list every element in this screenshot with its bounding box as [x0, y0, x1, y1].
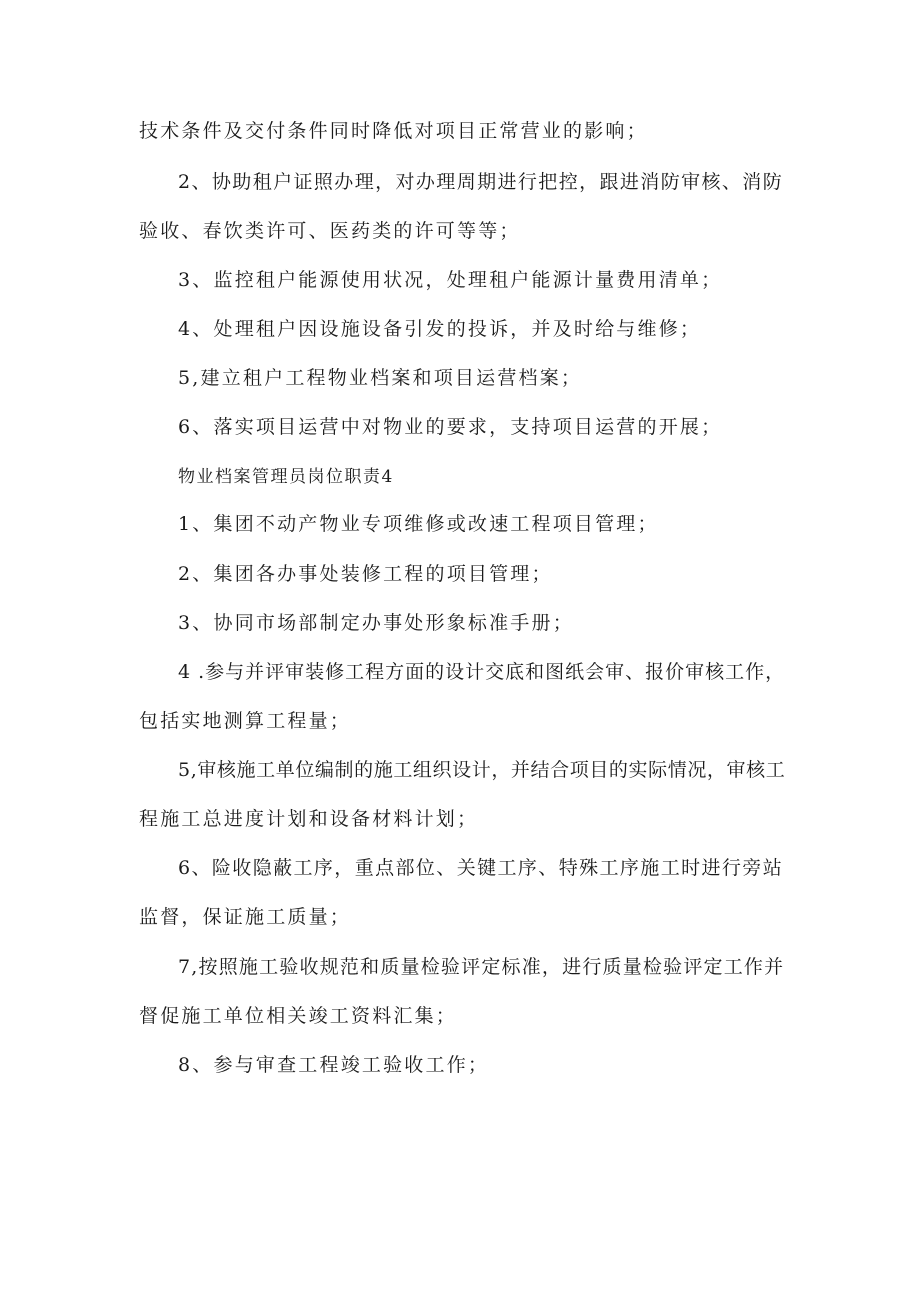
list-item-6: 6、落实项目运营中对物业的要求，支持项目运营的开展； — [178, 416, 723, 438]
list-item-4: 4、处理租户因设施设备引发的投诉，并及时给与维修； — [178, 318, 702, 340]
list-item-3: 3、监控租户能源使用状况，处理租户能源计量费用清单； — [178, 269, 723, 291]
list-item-2-line-2: 验收、春饮类许可、医药类的许可等等； — [139, 220, 521, 242]
duty-item-2: 2、集团各办事处装修工程的项目管理； — [178, 563, 553, 585]
list-item-2-line-1: 2、协助租户证照办理，对办理周期进行把控，跟进消防审核、消防 — [178, 171, 784, 193]
paragraph-line: 技术条件及交付条件同时降低对项目正常营业的影响； — [139, 120, 648, 142]
duty-item-7-line-2: 督促施工单位相关竣工资料汇集； — [139, 1005, 458, 1027]
duty-item-4-line-2: 包括实地测算工程量； — [139, 710, 352, 732]
duty-item-6-line-1: 6、险收隐蔽工序，重点部位、关键工序、特殊工序施工时进行旁站 — [178, 857, 784, 879]
duty-item-6-line-2: 监督，保证施工质量； — [139, 906, 352, 928]
list-item-5: 5,建立租户工程物业档案和项目运营档案； — [178, 367, 583, 389]
duty-item-4-line-1: 4 .参与并评审装修工程方面的设计交底和图纸会审、报价审核工作， — [178, 661, 786, 683]
duty-item-5-line-1: 5,审核施工单位编制的施工组织设计，并结合项目的实际情况，审核工 — [178, 759, 786, 781]
duty-item-5-line-2: 程施工总进度计划和设备材料计划； — [139, 808, 479, 830]
duty-item-8: 8、参与审查工程竣工验收工作； — [178, 1054, 490, 1076]
section-heading: 物业档案管理员岗位职责4 — [178, 467, 394, 487]
duty-item-1: 1、集团不动产物业专项维修或改速工程项目管理； — [178, 513, 659, 535]
duty-item-7-line-1: 7,按照施工验收规范和质量检验评定标准，进行质量检验评定工作并 — [178, 956, 785, 978]
duty-item-3: 3、协同市场部制定办事处形象标准手册； — [178, 612, 574, 634]
